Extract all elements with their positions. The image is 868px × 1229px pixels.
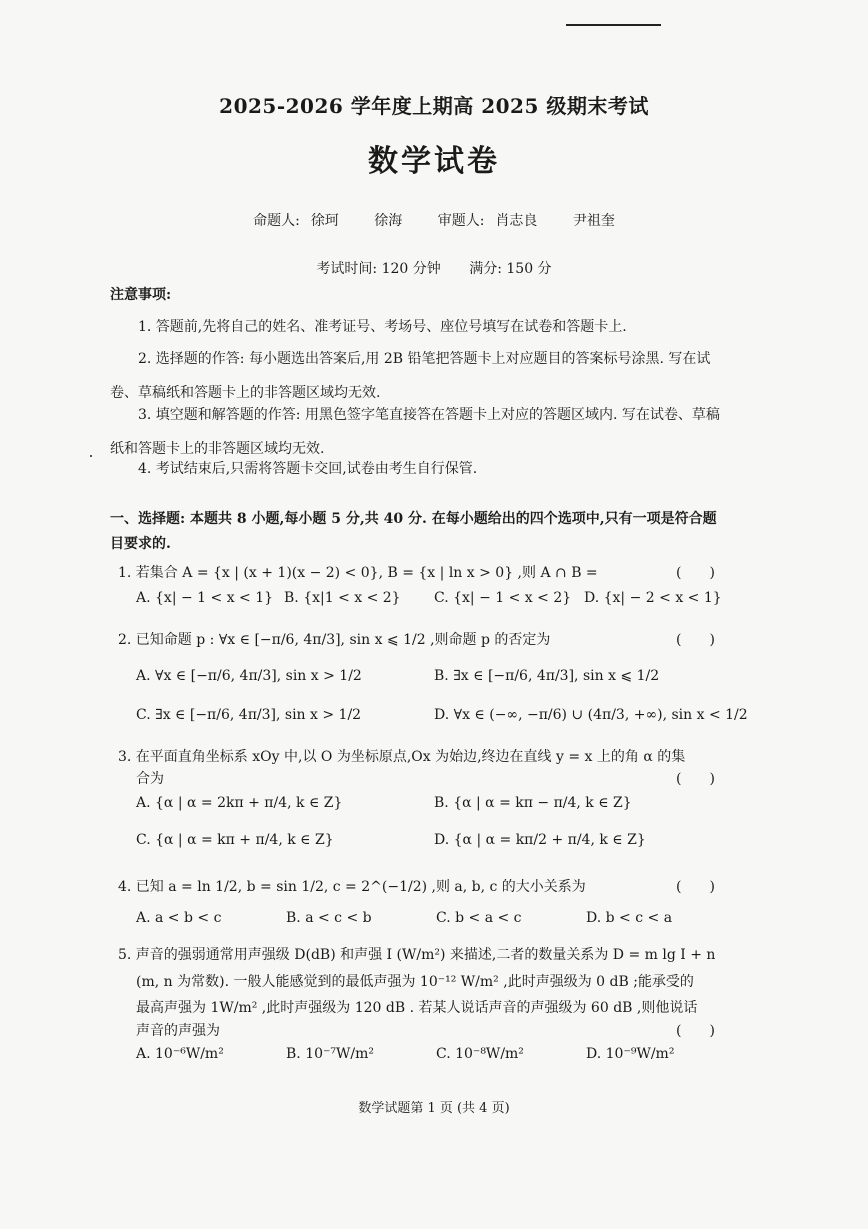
answer-paren: ( ) (676, 1023, 715, 1039)
setter-label: 命题人: (253, 213, 300, 229)
question-5-option-a: A. 10⁻⁶W/m² (136, 1046, 224, 1062)
question-4-option-a: A. a < b < c (136, 910, 222, 926)
question-1-stem: 1. 若集合 A = {x | (x + 1)(x − 2) < 0}, B = {x | ln x > 0} ,则 A ∩ B = (118, 565, 598, 581)
section-heading: 一、选择题: 本题共 8 小题,每小题 5 分,共 40 分. 在每小题给出的四个选项中,只有一项是符合题目要求的. (110, 511, 717, 552)
reviewer-1: 肖志良 (495, 213, 538, 229)
answer-paren: ( ) (676, 632, 715, 648)
subject-title: 数学试卷 (368, 144, 500, 179)
notice-item: 4. 考试结束后,只需将答题卡交回,试卷由考生自行保管. (138, 461, 478, 477)
notice-item: 2. 选择题的作答: 每小题选出答案后,用 2B 铅笔把答题卡上对应题目的答案标号涂黑. 写在试卷、草稿纸和答题卡上的非答题区域均无效. (110, 351, 711, 401)
answer-paren: ( ) (676, 565, 715, 581)
notice-title: 注意事项: (110, 287, 172, 303)
question-1-option-d: D. {x| − 2 < x < 1} (584, 590, 722, 606)
top-rule (566, 24, 661, 26)
scan-mark (90, 455, 92, 457)
question-5-option-d: D. 10⁻⁹W/m² (586, 1046, 675, 1062)
question-5-option-b: B. 10⁻⁷W/m² (286, 1046, 374, 1062)
notice-item: 3. 填空题和解答题的作答: 用黑色签字笔直接答在答题卡上对应的答题区域内. 写在试卷、草稿纸和答题卡上的非答题区域均无效. (110, 407, 720, 457)
question-1-option-c: C. {x| − 1 < x < 2} (434, 590, 572, 606)
setter-2: 徐海 (374, 213, 403, 229)
question-4-option-d: D. b < c < a (586, 910, 673, 926)
question-5-line: 声音的声强为 (136, 1023, 220, 1039)
exam-info (0, 258, 868, 278)
setter-1: 徐珂 (310, 213, 339, 229)
question-2-option-d: D. ∀x ∈ (−∞, −π/6) ∪ (4π/3, +∞), sin x < 1/2 (434, 707, 748, 723)
authors-line (0, 210, 868, 230)
reviewer-label: 审题人: (437, 213, 485, 229)
question-5-line: 5. 声音的强弱通常用声强级 D(dB) 和声强 I (W/m²) 来描述,二者的数量关系为 D = m lg I + n (118, 947, 716, 963)
question-2-option-b: B. ∃x ∈ [−π/6, 4π/3], sin x ⩽ 1/2 (434, 668, 660, 684)
page-footer: 数学试题第 1 页 (共 4 页) (358, 1101, 510, 1116)
exam-time: 考试时间: 120 分钟 (316, 261, 441, 277)
question-3-option-b: B. {α | α = kπ − π/4, k ∈ Z} (434, 795, 632, 811)
reviewer-2: 尹祖奎 (572, 213, 615, 229)
question-1-option-b: B. {x|1 < x < 2} (284, 590, 401, 606)
answer-paren: ( ) (676, 879, 715, 895)
question-5-line: 最高声强为 1W/m² ,此时声强级为 120 dB . 若某人说话声音的声强级为 60 dB ,则他说话 (136, 1000, 698, 1016)
question-3-option-a: A. {α | α = 2kπ + π/4, k ∈ Z} (136, 795, 343, 811)
question-3-option-d: D. {α | α = kπ/2 + π/4, k ∈ Z} (434, 832, 646, 848)
question-3-stem-line1: 3. 在平面直角坐标系 xOy 中,以 O 为坐标原点,Ox 为始边,终边在直线 y = x 上的角 α 的集 (118, 749, 686, 765)
answer-paren: ( ) (676, 771, 715, 787)
question-5-line: (m, n 为常数). 一般人能感觉到的最低声强为 10⁻¹² W/m² ,此时声强级为 0 dB ;能承受的 (136, 974, 694, 990)
question-4-option-c: C. b < a < c (436, 910, 522, 926)
question-5-option-c: C. 10⁻⁸W/m² (436, 1046, 524, 1062)
question-2-option-c: C. ∃x ∈ [−π/6, 4π/3], sin x > 1/2 (136, 707, 362, 723)
question-3-option-c: C. {α | α = kπ + π/4, k ∈ Z} (136, 832, 334, 848)
exam-score: 满分: 150 分 (469, 261, 552, 277)
exam-title: 2025-2026 学年度上期高 2025 级期末考试 (219, 94, 649, 118)
notice-item: 1. 答题前,先将自己的姓名、准考证号、考场号、座位号填写在试卷和答题卡上. (138, 319, 627, 335)
question-2-stem: 2. 已知命题 p : ∀x ∈ [−π/6, 4π/3], sin x ⩽ 1/2 ,则命题 p 的否定为 (118, 632, 551, 648)
question-4-stem: 4. 已知 a = ln 1/2, b = sin 1/2, c = 2^(−1/2) ,则 a, b, c 的大小关系为 (118, 879, 586, 895)
question-4-option-b: B. a < c < b (286, 910, 372, 926)
question-2-option-a: A. ∀x ∈ [−π/6, 4π/3], sin x > 1/2 (136, 668, 362, 684)
question-3-stem-line2: 合为 (136, 771, 164, 787)
question-1-option-a: A. {x| − 1 < x < 1} (136, 590, 274, 606)
